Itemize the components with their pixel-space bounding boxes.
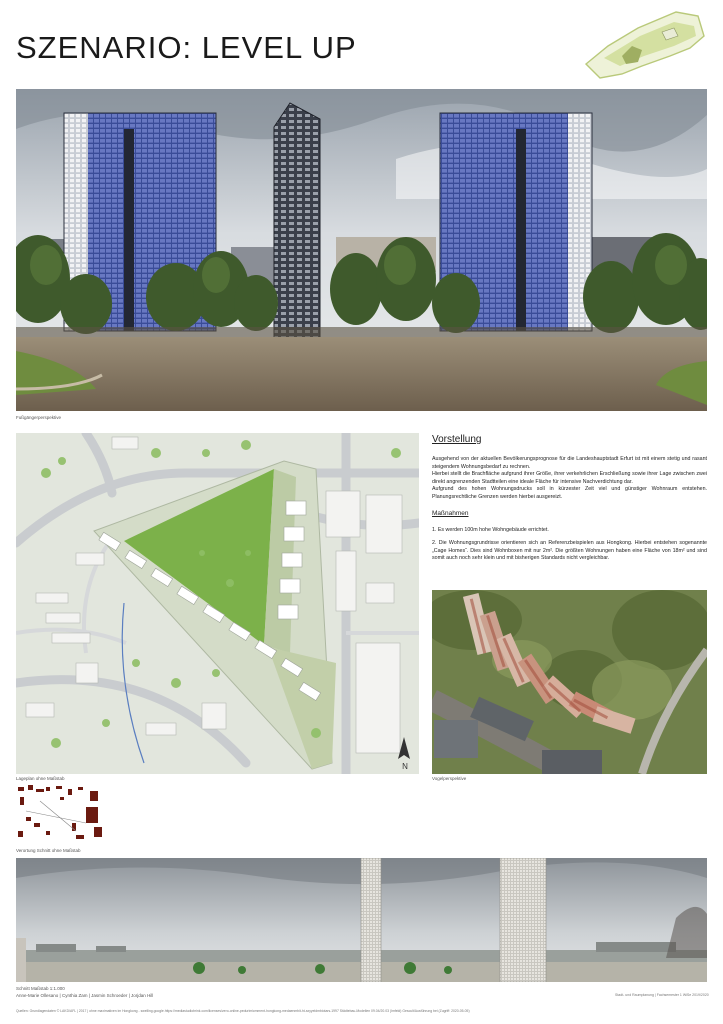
- section-caption: Schnitt Maßstab 1:1.000: [16, 986, 65, 991]
- section-heading: Vorstellung: [432, 434, 482, 445]
- site-plan-caption: Lageplan ohne Maßstab: [16, 776, 65, 781]
- site-outline-logo: [578, 6, 708, 82]
- course-line: Stadt- und Raumplanung | Fachsemester 1 WiSe 2019/2020: [615, 993, 709, 997]
- sources-line: Quellen: Grundlagendaten © LAKD/AFL | 2017 | ohne maximativen im Hongkong - swelling.google.https://mediastudiobrink.com/licenses/zero-online-pedurimicmment-hongkong-medaenmbit-ht-sxyyeldmbiotars-1997 Städtebau-Modellen 09.04/20.03 (Imfeld) Gescult/Ausführung bei (Zugriff: 2020-05-05): [16, 1009, 470, 1013]
- paragraph-1: Ausgehend von der aktuellen Bevölkerungsprognose für die Landeshauptstadt Erfurt ist mit einem stetig und rasant steigendem Wohnungsbedarf zu rechnen.: [432, 456, 707, 470]
- authors-line: Anne-Marie Ollesano | Cynthia Zam | Jasmin Schroeder | Jorjdan Hill: [16, 993, 154, 998]
- svg-text:N: N: [402, 762, 408, 771]
- paragraph-2: Hierbei stellt die Brachfläche aufgrund ihrer Größe, ihrer verkehrlichen Erschließung sowie ihrer Lage zwischen zwei direkt angrenzenden Stadtteilen eine ideale Fläche für intensive Nachverdichtung dar.: [432, 471, 707, 485]
- description-text: [432, 433, 707, 569]
- figure-ground-caption: Verortung Schnitt ohne Maßstab: [16, 848, 81, 853]
- measure-2: 2. Die Wohnungsgrundrisse orientieren sich an Referenzbeispielen aus Hongkong. Hierbei entstehen sogenannte „Cage Homes“. Dies sind Wohnboxen mit nur 2m². Die größten Wohnungen haben eine Fläche von 18m² und sind somit auch noch sehr klein und mit bisherigen Standards nicht vergleichbar.: [432, 540, 707, 562]
- site-plan: [16, 433, 419, 774]
- page-title: SZENARIO: LEVEL UP: [16, 30, 357, 65]
- figure-ground-plan: [16, 783, 106, 843]
- pedestrian-perspective-render: [16, 89, 707, 411]
- measures-heading: Maßnahmen: [432, 510, 469, 518]
- hero-caption: Fußgängerperspektive: [16, 415, 62, 420]
- paragraph-3: Aufgrund des hohen Wohnungsdrucks soll in kürzester Zeit viel und günstiger Wohnraum entstehen. Planungsrechtliche Grenzen werden hierbei ausgereizt.: [432, 486, 707, 500]
- aerial-caption: Vogelperspektive: [432, 776, 467, 781]
- aerial-perspective-render: [432, 590, 707, 774]
- section-drawing: [16, 858, 707, 982]
- measure-1: 1. Es werden 100m hohe Wohngebäude errichtet.: [432, 526, 549, 533]
